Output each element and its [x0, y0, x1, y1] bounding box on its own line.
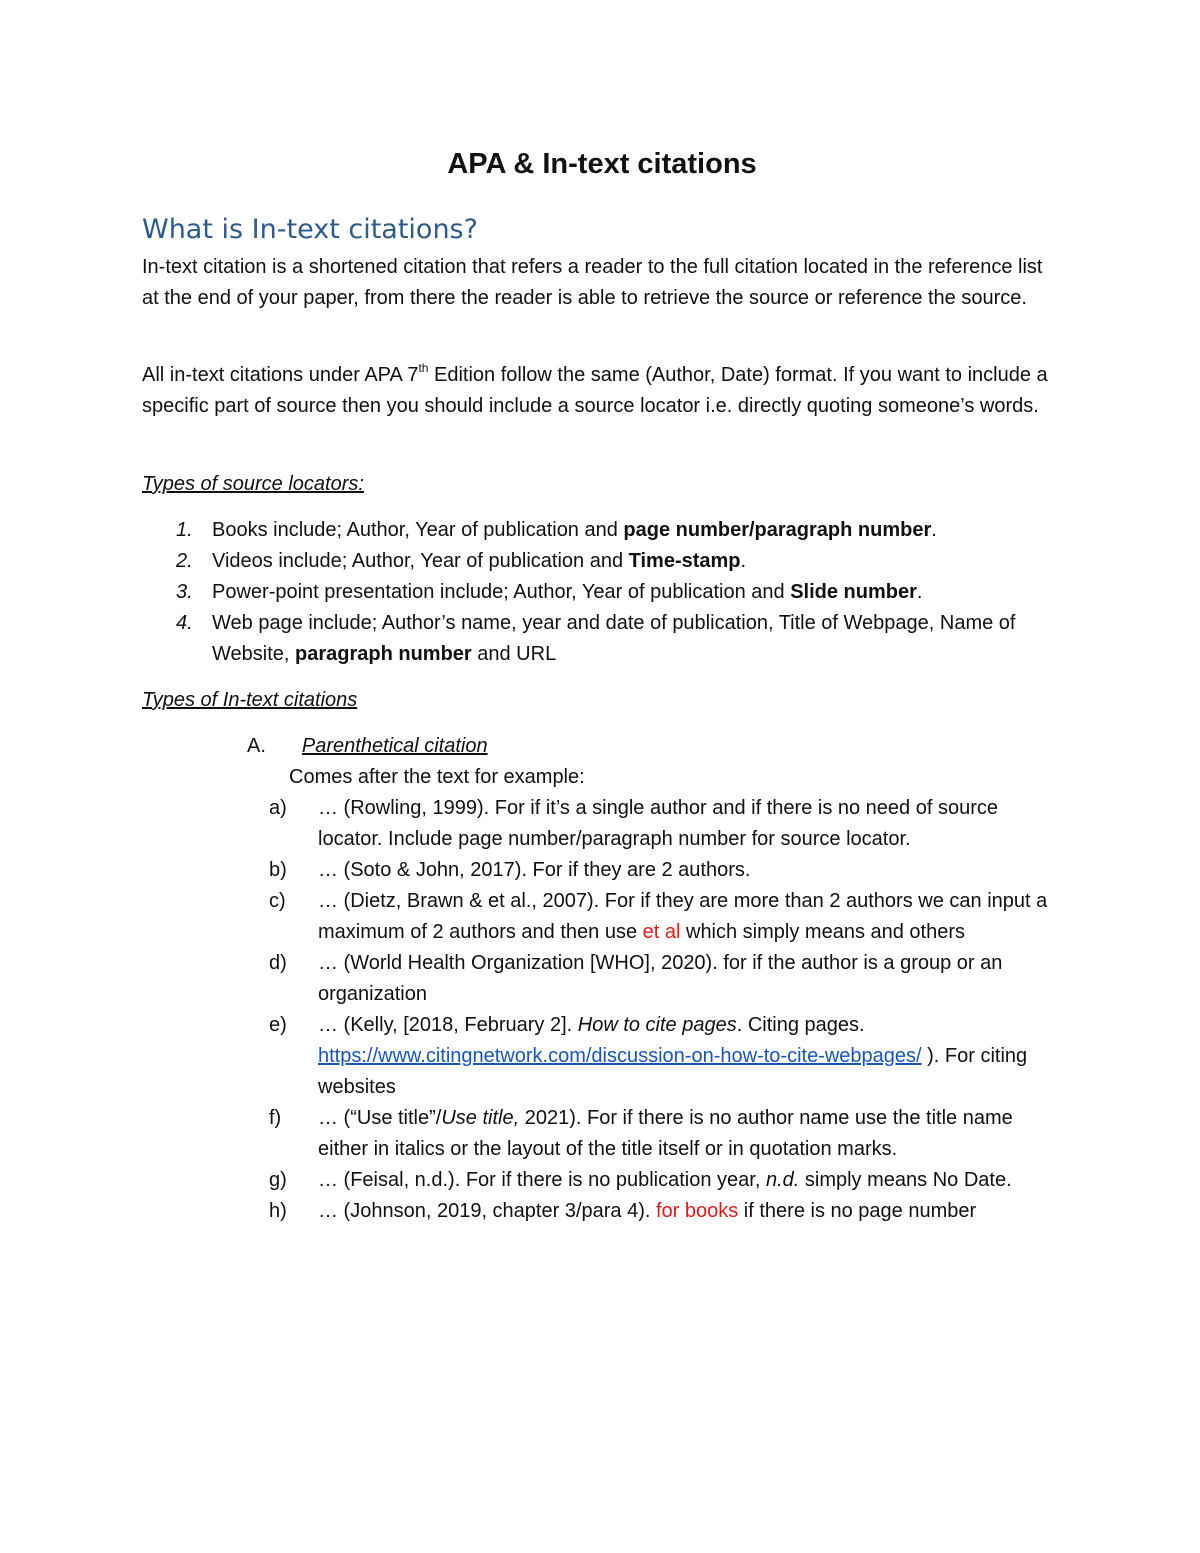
list-letter: h) — [269, 1200, 287, 1222]
list-number: 2. — [176, 550, 193, 572]
list-letter: e) — [269, 1014, 287, 1036]
citation-types-heading: Types of In-text citations — [142, 689, 358, 711]
list-item-text: Power-point presentation include; Author, Year of publication and — [212, 581, 791, 603]
citation-text: … (Johnson, 2019, chapter 3/para 4). — [318, 1200, 656, 1222]
italic-title: Use title, — [441, 1107, 520, 1129]
list-item-tail: and URL — [471, 643, 557, 665]
document-title: APA & In-text citations — [447, 148, 757, 180]
list-number: 1. — [176, 519, 193, 541]
citation-examples-list — [142, 793, 1062, 1227]
list-letter: a) — [269, 797, 287, 819]
list-item — [142, 546, 1062, 577]
list-letter: g) — [269, 1169, 287, 1191]
list-number: 4. — [176, 612, 193, 634]
list-item — [142, 1196, 1062, 1227]
citation-link[interactable]: https://www.citingnetwork.com/discussion-on-how-to-cite-webpages/ — [318, 1045, 922, 1067]
list-item — [142, 1103, 1062, 1165]
list-item — [142, 1010, 1062, 1103]
list-item-bold: Slide number — [790, 581, 917, 603]
format-superscript: th — [418, 361, 429, 375]
citation-text-mid: . Citing pages. — [736, 1014, 865, 1036]
citation-text: … (Kelly, [2018, February 2]. — [318, 1014, 578, 1036]
citation-text: … (Rowling, 1999). For if it’s a single author and if there is no need of source locator. Include page number/paragraph number for source locator. — [318, 797, 998, 850]
list-number: 3. — [176, 581, 193, 603]
intro-paragraph: In-text citation is a shortened citation that refers a reader to the full citation located in the reference list at the end of your paper, from there the reader is able to retrieve the source or reference the source. — [142, 256, 1043, 309]
highlight-text: et al — [642, 921, 681, 943]
section-heading: What is In-text citations? — [142, 214, 478, 245]
list-item-tail: . — [740, 550, 747, 572]
list-item-bold: Time-stamp — [628, 550, 741, 572]
list-item — [142, 793, 1062, 855]
list-letter: f) — [269, 1107, 282, 1129]
list-item-bold: paragraph number — [295, 643, 472, 665]
citation-text-end: which simply means and others — [680, 921, 966, 943]
citation-text: … (World Health Organization [WHO], 2020). for if the author is a group or an organization — [318, 952, 1003, 1005]
list-letter: b) — [269, 859, 287, 881]
citation-text: … (Feisal, n.d.). For if there is no publication year, — [318, 1169, 766, 1191]
subsection-title: Parenthetical citation — [301, 735, 488, 757]
source-locators-heading: Types of source locators: — [142, 473, 364, 495]
list-item — [142, 886, 1062, 948]
citation-text-end: simply means No Date. — [799, 1169, 1012, 1191]
citation-text: … (“Use title”/ — [318, 1107, 442, 1129]
list-item — [142, 577, 1062, 608]
source-locators-list — [142, 515, 1062, 670]
list-item-text: Web page include; Author’s name, year and date of publication, Title of Webpage, Name of Website, — [212, 612, 1016, 665]
citation-text: … (Dietz, Brawn & et al., 2007). For if they are more than 2 authors we can input a maximum of 2 authors and then use — [318, 890, 1048, 943]
list-item-text: Videos include; Author, Year of publication and — [212, 550, 629, 572]
list-item-bold: page number/paragraph number — [623, 519, 932, 541]
citation-text-end: 2021). For if there is no author name use the title name either in italics or the layout of the title itself or in quotation marks. — [318, 1107, 1013, 1160]
citation-text: … (Soto & John, 2017). For if they are 2 authors. — [318, 859, 751, 881]
format-text-end: Edition follow the same (Author, Date) format. If you want to include a specific part of source then you should include a source locator i.e. directly quoting someone’s words. — [142, 364, 1048, 417]
list-item — [142, 948, 1062, 1010]
list-letter: c) — [269, 890, 286, 912]
list-letter: d) — [269, 952, 287, 974]
subsection-letter: A. — [247, 735, 266, 757]
list-item — [142, 608, 1062, 670]
list-item — [142, 515, 1062, 546]
list-item — [142, 855, 1062, 886]
list-item — [142, 1165, 1062, 1196]
highlight-text: for books — [655, 1200, 739, 1222]
italic-title: How to cite pages — [577, 1014, 737, 1036]
subsection-intro: Comes after the text for example: — [289, 766, 585, 788]
subsection-label — [247, 731, 488, 762]
list-item-tail: . — [916, 581, 923, 603]
list-item-text: Books include; Author, Year of publication and — [212, 519, 624, 541]
format-paragraph — [142, 360, 1057, 422]
list-item-tail: . — [931, 519, 937, 541]
italic-abbrev: n.d. — [765, 1169, 800, 1191]
citation-text-end: ). For citing websites — [318, 1045, 1028, 1098]
citation-text-end: if there is no page number — [738, 1200, 977, 1222]
format-text-start: All in-text citations under APA 7 — [142, 364, 419, 386]
